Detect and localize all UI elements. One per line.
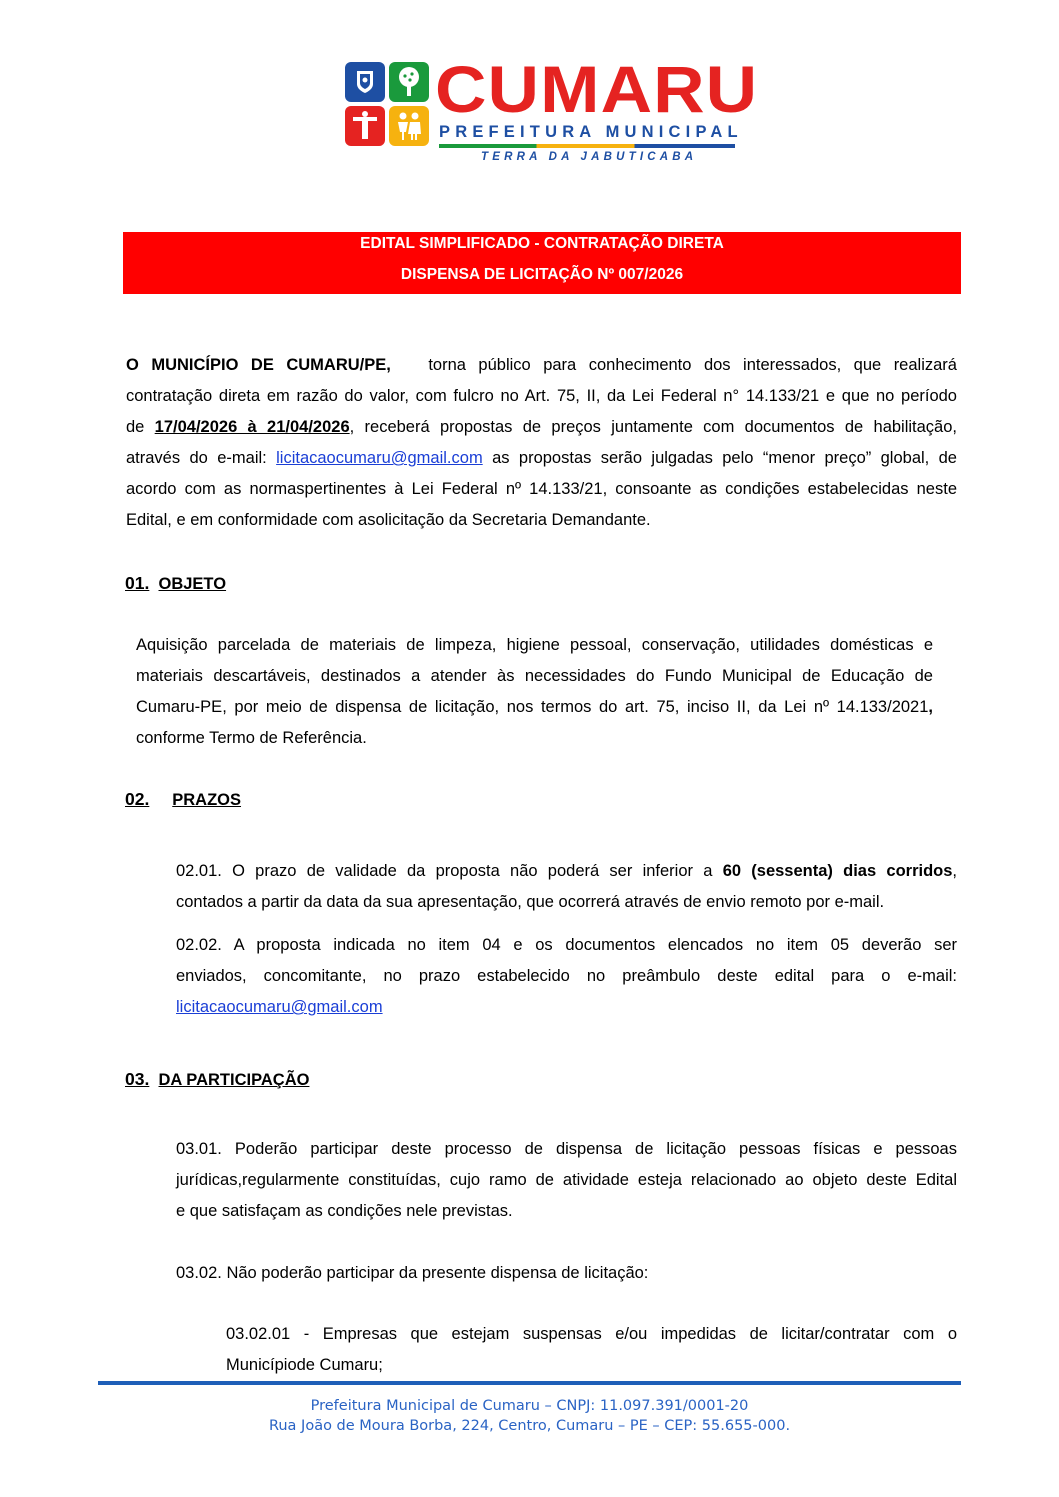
logo-color-stripe <box>439 144 735 148</box>
logo-subtitle: PREFEITURA MUNICIPAL <box>439 123 743 141</box>
intro-line: acordo com as normaspertinentes à Lei Federal nº 14.133/21, consoante as condições estabelecidas neste <box>126 480 957 498</box>
prazos-item-2: 02.02. A proposta indicada no item 04 e os documentos elencados no item 05 deverão ser enviados, concomitante, no prazo estabelecido no preâmbulo deste edital para o e-mail: licitacaocumaru@gmail.com <box>176 936 957 1016</box>
section-heading-participacao: 03. DA PARTICIPAÇÃO <box>125 1069 310 1089</box>
coat-of-arms-icon <box>345 62 385 102</box>
children-icon <box>389 106 429 146</box>
section-heading-prazos: 02. PRAZOS <box>125 789 242 809</box>
banner-subtitle: DISPENSA DE LICITAÇÃO Nº 007/2026 <box>400 266 684 283</box>
banner-title: EDITAL SIMPLIFICADO - CONTRATAÇÃO DIRETA <box>360 235 724 252</box>
intro-paragraph <box>126 350 957 536</box>
intro-line: Edital, e em conformidade com asolicitação da Secretaria Demandante. <box>126 511 651 529</box>
intro-line: O MUNICÍPIO DE CUMARU/PE, torna público para conhecimento dos interessados, que realizará <box>126 356 957 374</box>
submission-period: 17/04/2026 à 21/04/2026 <box>154 418 350 436</box>
email-link[interactable]: licitacaocumaru@gmail.com <box>176 998 383 1016</box>
footer-address: Rua João de Moura Borba, 224, Centro, Cumaru – PE – CEP: 55.655-000. <box>268 1418 791 1434</box>
email-link[interactable]: licitacaocumaru@gmail.com <box>276 449 483 467</box>
intro-line: de 17/04/2026 à 21/04/2026, receberá propostas de preços juntamente com documentos de habilitação, <box>126 418 957 436</box>
prazos-item-1: 02.01. O prazo de validade da proposta não poderá ser inferior a 60 (sessenta) dias corridos, contados a partir da data da sua apresentação, que ocorrerá através de envio remoto por e-mail. <box>176 862 958 911</box>
intro-line: através do e-mail: licitacaocumaru@gmail.com as propostas serão julgadas pelo “menor preço” global, de <box>126 449 957 467</box>
christ-statue-icon <box>345 106 385 146</box>
title-banner <box>123 232 961 294</box>
tree-icon <box>389 62 429 102</box>
validity-period: 60 (sessenta) dias corridos <box>722 862 953 880</box>
participacao-item-1: 03.01. Poderão participar deste processo de dispensa de licitação pessoas físicas e pessoas jurídicas,regularmente constituídas, cujo ramo de atividade esteja relacionado ao objeto deste Edital e que satisfaçam as condições nele previstas. <box>176 1140 957 1220</box>
logo-tagline: TERRA DA JABUTICABA <box>481 151 698 163</box>
footer-cnpj: Prefeitura Municipal de Cumaru – CNPJ: 11.097.391/0001-20 <box>310 1398 749 1414</box>
participacao-item-3: 03.02.01 - Empresas que estejam suspensas e/ou impedidas de licitar/contratar com o Municípiode Cumaru; <box>226 1325 957 1374</box>
section-heading-objeto: 01. OBJETO <box>125 573 227 593</box>
prefeitura-logo <box>345 52 759 166</box>
intro-line: contratação direta em razão do valor, com fulcro no Art. 75, II, da Lei Federal n° 14.133/21 e que no período <box>126 387 957 405</box>
logo-wordmark: CUMARU <box>435 52 759 126</box>
objeto-paragraph: Aquisição parcelada de materiais de limpeza, higiene pessoal, conservação, utilidades domésticas e materiais descartáveis, destinados a atender às necessidades do Fundo Municipal de Educação de Cumaru-PE, por meio de dispensa de licitação, nos termos do art. 75, inciso II, da Lei nº 14.133/2021, conforme Termo de Referência. <box>136 636 933 747</box>
footer-divider <box>98 1381 961 1385</box>
participacao-item-2: 03.02. Não poderão participar da presente dispensa de licitação: <box>176 1264 649 1282</box>
entity-name: O MUNICÍPIO DE CUMARU/PE, <box>126 356 391 374</box>
